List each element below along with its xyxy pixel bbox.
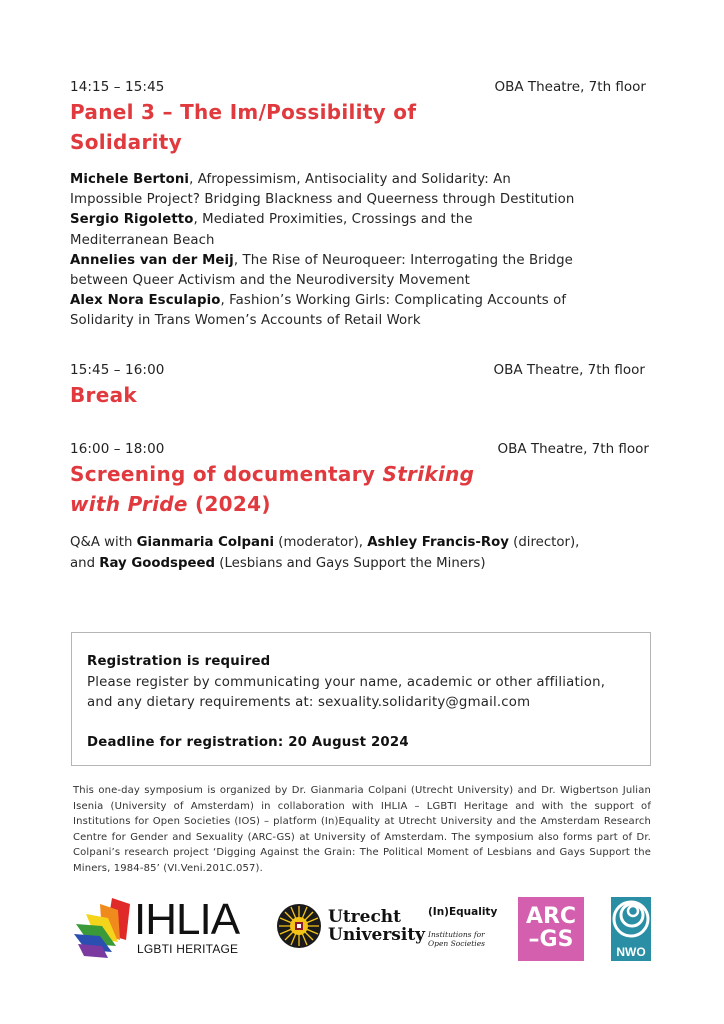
qa-intro: Q&A with — [70, 535, 137, 550]
ihlia-subtitle: LGBTI HERITAGE — [137, 942, 239, 956]
qa-person: Ray Goodspeed — [99, 555, 216, 571]
inequality-logo — [428, 906, 518, 956]
ios-line-2: Open Societies — [428, 939, 485, 948]
talk-title: , Mediated Proximities, Crossings and the — [193, 212, 473, 228]
qa-role: (moderator), — [274, 535, 368, 550]
registration-text — [87, 652, 647, 753]
rainbow-book-icon — [72, 896, 132, 960]
inequality-subtitle — [428, 930, 518, 948]
utrecht-sun-emblem-icon — [276, 903, 322, 949]
registration-line-2: and any dietary requirements at: sexuality.solidarity@gmail.com — [87, 695, 531, 710]
session-3-title-line-2 — [70, 489, 474, 519]
footer-note: This one-day symposium is organized by Dr. Gianmaria Colpani (Utrecht University) and Dr. Wigbertson Julian Isenia (University of Amsterdam) in collaboration with IHLIA – LGBTI Heritage and with the support of Institutions for Open Societies (IOS) – platform (In)Equality at Utrecht University and the Amsterdam Research Centre for Gender and Sexuality (ARC-GS) at University of Amsterdam. The symposium also forms part of Dr. Colpani’s research project ‘Digging Against the Grain: The Political Moment of Lesbians and Gays Support the Miners, 1984-85’ (VI.Veni.201C.057). — [73, 785, 651, 874]
session-2-time: 15:45 – 16:00 — [70, 362, 165, 378]
title-text: Screening of documentary — [70, 462, 383, 486]
talk-list — [70, 170, 630, 332]
session-3-title — [70, 459, 474, 519]
registration-heading: Registration is required — [87, 654, 271, 669]
talk-speaker: Michele Bertoni — [70, 172, 190, 187]
session-1-title-line-1: Panel 3 – The Im/Possibility of — [70, 100, 417, 124]
qa-role: (director), — [508, 535, 580, 550]
talk-title-cont: between Queer Activism and the Neurodiversity Movement — [70, 273, 470, 289]
qa-role: (Lesbians and Gays Support the Miners) — [215, 555, 486, 571]
utrecht-line-1: Utrecht — [328, 907, 402, 927]
qa-text — [70, 533, 650, 574]
nwo-swirl-icon — [611, 897, 651, 943]
session-1-title — [70, 97, 416, 157]
talk-speaker: Sergio Rigoletto — [70, 212, 194, 228]
qa-person: Gianmaria Colpani — [136, 535, 275, 550]
talk-item — [70, 170, 630, 210]
talk-item — [70, 251, 630, 291]
ihlia-wordmark: IHLIA — [134, 895, 240, 944]
utrecht-wordmark — [328, 908, 425, 944]
session-3-location: OBA Theatre, 7th floor — [497, 441, 649, 457]
talk-title-cont: Solidarity in Trans Women’s Accounts of Retail Work — [70, 313, 421, 329]
talk-item — [70, 210, 630, 250]
session-3-time: 16:00 – 18:00 — [70, 441, 165, 457]
talk-title: , Fashion’s Working Girls: Complicating Accounts of — [220, 293, 567, 309]
ihlia-logo — [72, 896, 252, 960]
talk-title-cont: Impossible Project? Bridging Blackness and Queerness through Destitution — [70, 192, 575, 208]
nwo-wordmark: NWO — [616, 945, 646, 959]
film-year: (2024) — [187, 492, 271, 516]
talk-title: , The Rise of Neuroqueer: Interrogating the Bridge — [233, 252, 573, 268]
utrecht-university-logo — [276, 903, 426, 953]
talk-title: , Afropessimism, Antisociality and Solidarity: An — [189, 172, 511, 187]
arc-gs-line-2: –GS — [528, 927, 574, 952]
arc-gs-logo — [518, 897, 584, 961]
session-1-title-line-2: Solidarity — [70, 130, 182, 154]
qa-and: and — [70, 555, 100, 571]
qa-person: Ashley Francis-Roy — [367, 535, 509, 550]
session-2-title: Break — [70, 383, 137, 407]
session-1-time: 14:15 – 15:45 — [70, 79, 165, 95]
talk-item — [70, 291, 630, 331]
talk-speaker: Alex Nora Esculapio — [70, 293, 221, 309]
registration-line-1: Please register by communicating your name, academic or other affiliation, — [87, 674, 606, 690]
film-title-cont: with Pride — [70, 492, 188, 516]
session-1-location: OBA Theatre, 7th floor — [494, 79, 646, 95]
talk-speaker: Annelies van der Meij — [70, 252, 234, 268]
utrecht-line-2: University — [328, 925, 426, 945]
film-title: Striking — [382, 462, 475, 486]
session-3-title-line-1 — [70, 459, 474, 489]
ios-line-1: Institutions for — [428, 930, 485, 939]
talk-title-cont: Mediterranean Beach — [70, 232, 215, 248]
inequality-wordmark: (In)Equality — [428, 906, 498, 918]
nwo-logo — [611, 897, 651, 961]
session-2-location: OBA Theatre, 7th floor — [493, 362, 645, 378]
arc-gs-line-1: ARC — [525, 904, 577, 929]
registration-deadline: Deadline for registration: 20 August 2024 — [87, 734, 409, 750]
